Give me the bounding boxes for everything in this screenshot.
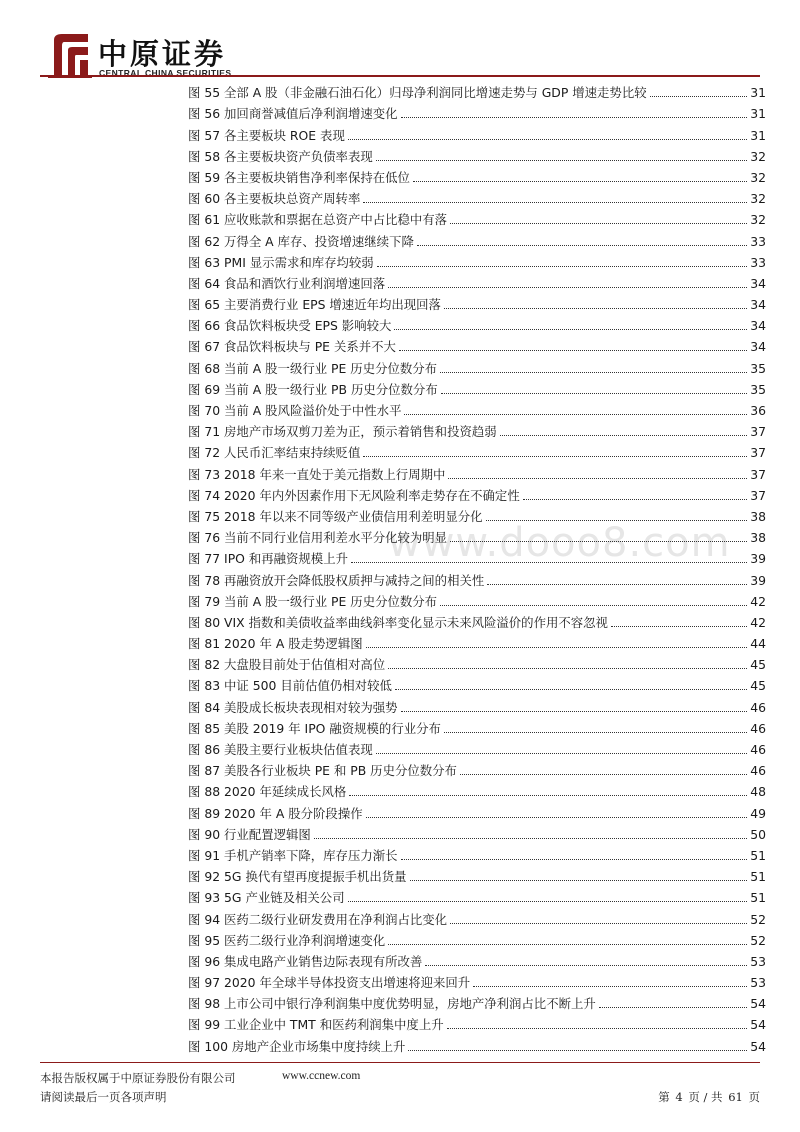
toc-entry-title[interactable]: 图 79 当前 A 股一级行业 PE 历史分位数分布 <box>188 593 438 609</box>
header-divider <box>40 75 760 77</box>
toc-entry[interactable] <box>188 398 766 419</box>
toc-entry-page[interactable]: 46 <box>750 699 766 715</box>
toc-entry-title[interactable]: 图 78 再融资放开会降低股权质押与减持之间的相关性 <box>188 572 485 588</box>
toc-entry[interactable] <box>188 822 766 843</box>
toc-dot-leader <box>486 520 747 521</box>
toc-entry-page[interactable]: 32 <box>750 212 766 228</box>
toc-entry-page[interactable]: 51 <box>750 869 766 885</box>
toc-entry-title[interactable]: 图 76 当前不同行业信用利差水平分化较为明显 <box>188 530 448 546</box>
toc-entry-title[interactable]: 图 57 各主要板块 ROE 表现 <box>188 127 345 143</box>
toc-dot-leader <box>599 1007 747 1008</box>
toc-dot-leader <box>425 965 747 966</box>
toc-dot-leader <box>404 414 747 415</box>
toc-entry-page[interactable]: 52 <box>750 911 766 927</box>
toc-entry-page[interactable]: 42 <box>750 593 766 609</box>
toc-entry[interactable] <box>188 355 766 376</box>
toc-dot-leader <box>473 986 747 987</box>
toc-entry-page[interactable]: 50 <box>750 826 766 842</box>
toc-entry[interactable] <box>188 652 766 673</box>
toc-entry-page[interactable]: 37 <box>750 487 766 503</box>
toc-entry-title[interactable]: 图 64 食品和酒饮行业利润增速回落 <box>188 275 386 291</box>
page-prefix: 第 <box>658 1090 670 1104</box>
toc-entry-page[interactable]: 53 <box>750 953 766 969</box>
toc-dot-leader <box>447 1028 747 1029</box>
toc-dot-leader <box>523 499 747 500</box>
toc-entry[interactable] <box>188 737 766 758</box>
toc-entry[interactable] <box>188 419 766 440</box>
toc-dot-leader <box>650 96 747 97</box>
toc-entry-title[interactable]: 图 77 IPO 和再融资规模上升 <box>188 551 348 567</box>
toc-dot-leader <box>395 689 747 690</box>
toc-dot-leader <box>460 774 747 775</box>
toc-entry[interactable] <box>188 334 766 355</box>
toc-entry[interactable] <box>188 694 766 715</box>
toc-dot-leader <box>314 838 747 839</box>
toc-dot-leader <box>349 795 747 796</box>
toc-entry-page[interactable]: 31 <box>750 85 766 101</box>
toc-entry-page[interactable]: 37 <box>750 445 766 461</box>
toc-dot-leader <box>444 732 747 733</box>
toc-entry-page[interactable]: 54 <box>750 996 766 1012</box>
toc-entry-page[interactable]: 52 <box>750 932 766 948</box>
toc-entry-title[interactable]: 图 60 各主要板块总资产周转率 <box>188 191 361 207</box>
toc-entry[interactable] <box>188 313 766 334</box>
toc-entry-title[interactable]: 图 89 2020 年 A 股分阶段操作 <box>188 805 363 821</box>
toc-entry-title[interactable]: 图 61 应收账款和票据在总资产中占比稳中有落 <box>188 212 448 228</box>
toc-entry-title[interactable]: 图 81 2020 年 A 股走势逻辑图 <box>188 636 363 652</box>
toc-dot-leader <box>448 478 747 479</box>
toc-entry-title[interactable]: 图 100 房地产企业市场集中度持续上升 <box>188 1038 406 1054</box>
toc-dot-leader <box>376 753 747 754</box>
toc-entry[interactable] <box>188 292 766 313</box>
toc-entry[interactable] <box>188 1012 766 1033</box>
toc-entry-page[interactable]: 34 <box>750 297 766 313</box>
page-number: 4 <box>675 1090 683 1104</box>
toc-entry-title[interactable]: 图 97 2020 年全球半导体投资支出增速将迎来回升 <box>188 975 471 991</box>
toc-entry-title[interactable]: 图 58 各主要板块资产负债率表现 <box>188 148 373 164</box>
toc-entry-title[interactable]: 图 66 食品饮料板块受 EPS 影响较大 <box>188 318 392 334</box>
toc-entry-page[interactable]: 38 <box>750 508 766 524</box>
page-mid: 页 / 共 <box>688 1090 723 1104</box>
toc-dot-leader <box>440 372 747 373</box>
toc-entry[interactable] <box>188 906 766 927</box>
toc-entry-page[interactable]: 48 <box>750 784 766 800</box>
toc-entry-title[interactable]: 图 83 中证 500 目前估值仍相对较低 <box>188 678 392 694</box>
toc-entry[interactable] <box>188 250 766 271</box>
toc-entry[interactable] <box>188 673 766 694</box>
toc-dot-leader <box>388 944 747 945</box>
toc-entry-title[interactable]: 图 75 2018 年以来不同等级产业债信用利差明显分化 <box>188 508 483 524</box>
toc-dot-leader <box>376 160 747 161</box>
toc-entry-page[interactable]: 46 <box>750 720 766 736</box>
toc-entry[interactable] <box>188 440 766 461</box>
toc-entry[interactable] <box>188 991 766 1012</box>
toc-entry-title[interactable]: 图 87 美股各行业板块 PE 和 PB 历史分位数分布 <box>188 763 457 779</box>
footer-divider <box>40 1062 760 1063</box>
toc-entry-page[interactable]: 34 <box>750 275 766 291</box>
toc-entry[interactable] <box>188 949 766 970</box>
toc-dot-leader <box>366 647 747 648</box>
toc-entry-page[interactable]: 42 <box>750 614 766 630</box>
toc-entry[interactable] <box>188 928 766 949</box>
toc-entry[interactable] <box>188 567 766 588</box>
toc-dot-leader <box>351 562 747 563</box>
toc-entry-page[interactable]: 54 <box>750 1038 766 1054</box>
toc-entry-page[interactable]: 39 <box>750 572 766 588</box>
toc-entry[interactable] <box>188 377 766 398</box>
toc-entry-title[interactable]: 图 85 美股 2019 年 IPO 融资规模的行业分布 <box>188 720 441 736</box>
toc-entry-title[interactable]: 图 80 VIX 指数和美债收益率曲线斜率变化显示未来风险溢价的作用不容忽视 <box>188 614 608 630</box>
toc-dot-leader <box>348 139 747 140</box>
toc-entry-title[interactable]: 图 70 当前 A 股风险溢价处于中性水平 <box>188 403 402 418</box>
toc-entry[interactable] <box>188 165 766 186</box>
toc-entry-title[interactable]: 图 63 PMI 显示需求和库存均较弱 <box>188 254 374 270</box>
toc-entry-title[interactable]: 图 62 万得全 A 库存、投资增速继续下降 <box>188 233 414 249</box>
toc-entry[interactable] <box>188 631 766 652</box>
toc-entry-title[interactable]: 图 65 主要消费行业 EPS 增速近年均出现回落 <box>188 297 441 313</box>
toc-entry[interactable] <box>188 228 766 249</box>
toc-dot-leader <box>450 541 747 542</box>
toc-entry-title[interactable]: 图 74 2020 年内外因素作用下无风险利率走势存在不确定性 <box>188 487 520 503</box>
toc-entry-page[interactable]: 32 <box>750 191 766 207</box>
toc-entry-title[interactable]: 图 96 集成电路产业销售边际表现有所改善 <box>188 953 423 969</box>
toc-entry[interactable] <box>188 546 766 567</box>
toc-entry[interactable] <box>188 758 766 779</box>
toc-entry-title[interactable]: 图 90 行业配置逻辑图 <box>188 826 311 842</box>
toc-dot-leader <box>388 287 747 288</box>
toc-entry-page[interactable]: 33 <box>750 233 766 249</box>
toc-entry[interactable] <box>188 504 766 525</box>
figure-index-list <box>188 80 766 1055</box>
toc-entry-page[interactable]: 44 <box>750 636 766 652</box>
toc-entry-page[interactable]: 45 <box>750 657 766 673</box>
toc-entry-title[interactable]: 图 98 上市公司中银行净利润集中度优势明显，房地产净利润占比不断上升 <box>188 996 596 1012</box>
footer-website-link[interactable]: www.ccnew.com <box>282 1070 361 1082</box>
toc-entry-title[interactable]: 图 56 加回商誉减值后净利润增速变化 <box>188 106 398 122</box>
toc-dot-leader <box>500 435 747 436</box>
toc-entry[interactable] <box>188 271 766 292</box>
toc-entry-title[interactable]: 图 94 医药二级行业研发费用在净利润占比变化 <box>188 911 448 927</box>
toc-entry-page[interactable]: 54 <box>750 1017 766 1033</box>
toc-entry-page[interactable]: 35 <box>750 381 766 397</box>
toc-entry-page[interactable]: 35 <box>750 360 766 376</box>
toc-dot-leader <box>363 456 747 457</box>
toc-dot-leader <box>408 1050 747 1051</box>
toc-entry[interactable] <box>188 101 766 122</box>
toc-entry[interactable] <box>188 779 766 800</box>
toc-entry-title[interactable]: 图 92 5G 换代有望再度提振手机出货量 <box>188 869 407 885</box>
ccs-logo-icon <box>48 30 92 78</box>
toc-entry-page[interactable]: 37 <box>750 466 766 482</box>
toc-entry-title[interactable]: 图 68 当前 A 股一级行业 PE 历史分位数分布 <box>188 360 438 376</box>
toc-entry-page[interactable]: 32 <box>750 148 766 164</box>
toc-entry-title[interactable]: 图 91 手机产销率下降，库存压力渐长 <box>188 847 398 863</box>
toc-dot-leader <box>413 181 747 182</box>
toc-entry-title[interactable]: 图 82 大盘股目前处于估值相对高位 <box>188 657 386 673</box>
toc-dot-leader <box>388 668 747 669</box>
page-total: 61 <box>728 1090 743 1104</box>
toc-entry-page[interactable]: 46 <box>750 742 766 757</box>
toc-entry-title[interactable]: 图 59 各主要板块销售净利率保持在低位 <box>188 169 410 185</box>
toc-entry-page[interactable]: 53 <box>750 975 766 991</box>
toc-entry-title[interactable]: 图 99 工业企业中 TMT 和医药利润集中度上升 <box>188 1017 444 1033</box>
toc-entry-page[interactable]: 37 <box>750 424 766 440</box>
toc-entry-page[interactable]: 33 <box>750 254 766 270</box>
toc-dot-leader <box>394 329 747 330</box>
toc-entry[interactable] <box>188 843 766 864</box>
toc-entry-page[interactable]: 34 <box>750 339 766 355</box>
logo-text-en: CENTRAL CHINA SECURITIES <box>99 68 232 78</box>
toc-entry-page[interactable]: 38 <box>750 530 766 546</box>
toc-entry-page[interactable]: 39 <box>750 551 766 567</box>
footer-disclaimer-note: 请阅读最后一页各项声明 <box>40 1090 167 1104</box>
toc-dot-leader <box>410 880 747 881</box>
toc-dot-leader <box>366 817 747 818</box>
toc-entry[interactable] <box>188 885 766 906</box>
toc-dot-leader <box>348 901 747 902</box>
page-suffix: 页 <box>748 1090 760 1104</box>
toc-entry-title[interactable]: 图 84 美股成长板块表现相对较为强势 <box>188 699 398 715</box>
toc-entry[interactable] <box>188 122 766 143</box>
toc-entry-page[interactable]: 31 <box>750 127 766 143</box>
toc-entry-title[interactable]: 图 71 房地产市场双剪刀差为正，预示着销售和投资趋弱 <box>188 424 497 440</box>
toc-dot-leader <box>417 245 747 246</box>
toc-entry-page[interactable]: 49 <box>750 805 766 821</box>
toc-dot-leader <box>487 584 747 585</box>
toc-entry-page[interactable]: 45 <box>750 678 766 694</box>
toc-entry-title[interactable]: 图 86 美股主要行业板块估值表现 <box>188 742 373 757</box>
toc-entry-title[interactable]: 图 88 2020 年延续成长风格 <box>188 784 347 800</box>
toc-dot-leader <box>401 711 747 712</box>
footer-copyright: 本报告版权属于中原证券股份有限公司 <box>40 1071 236 1085</box>
toc-entry[interactable] <box>188 1033 766 1054</box>
toc-entry-page[interactable]: 31 <box>750 106 766 122</box>
toc-entry-title[interactable]: 图 69 当前 A 股一级行业 PB 历史分位数分布 <box>188 381 438 397</box>
toc-dot-leader <box>611 626 747 627</box>
toc-entry[interactable] <box>188 186 766 207</box>
toc-entry-title[interactable]: 图 72 人民币汇率结束持续贬值 <box>188 445 361 461</box>
toc-entry[interactable] <box>188 80 766 101</box>
toc-dot-leader <box>377 266 747 267</box>
toc-entry-title[interactable]: 图 73 2018 年来一直处于美元指数上行周期中 <box>188 466 446 482</box>
toc-dot-leader <box>441 393 747 394</box>
toc-dot-leader <box>363 202 747 203</box>
toc-entry-page[interactable]: 51 <box>750 890 766 906</box>
toc-entry[interactable] <box>188 207 766 228</box>
toc-dot-leader <box>399 350 747 351</box>
toc-entry-page[interactable]: 32 <box>750 169 766 185</box>
toc-entry[interactable] <box>188 970 766 991</box>
page-indicator <box>656 1089 760 1105</box>
toc-entry[interactable] <box>188 144 766 165</box>
toc-dot-leader <box>440 605 747 606</box>
toc-entry-title[interactable]: 图 95 医药二级行业净利润增速变化 <box>188 932 386 948</box>
toc-entry-title[interactable]: 图 55 全部 A 股（非金融石油石化）归母净利润同比增速走势与 GDP 增速走势比较 <box>188 85 647 101</box>
toc-entry-title[interactable]: 图 67 食品饮料板块与 PE 关系并不大 <box>188 339 396 355</box>
toc-entry-page[interactable]: 51 <box>750 847 766 863</box>
toc-entry[interactable] <box>188 483 766 504</box>
toc-entry-title[interactable]: 图 93 5G 产业链及相关公司 <box>188 890 345 906</box>
toc-dot-leader <box>450 923 747 924</box>
toc-dot-leader <box>401 117 747 118</box>
toc-entry[interactable] <box>188 716 766 737</box>
toc-entry-page[interactable]: 34 <box>750 318 766 334</box>
toc-entry[interactable] <box>188 610 766 631</box>
toc-entry[interactable] <box>188 589 766 610</box>
toc-entry[interactable] <box>188 461 766 482</box>
toc-dot-leader <box>401 859 747 860</box>
toc-entry[interactable] <box>188 864 766 885</box>
toc-entry[interactable] <box>188 525 766 546</box>
toc-entry-page[interactable]: 36 <box>750 403 766 418</box>
logo-text-cn: 中原证券 <box>98 37 227 71</box>
toc-entry[interactable] <box>188 800 766 821</box>
toc-dot-leader <box>444 308 747 309</box>
toc-dot-leader <box>450 223 747 224</box>
toc-entry-page[interactable]: 46 <box>750 763 766 779</box>
watermark: www.dooo8.com <box>388 520 731 566</box>
